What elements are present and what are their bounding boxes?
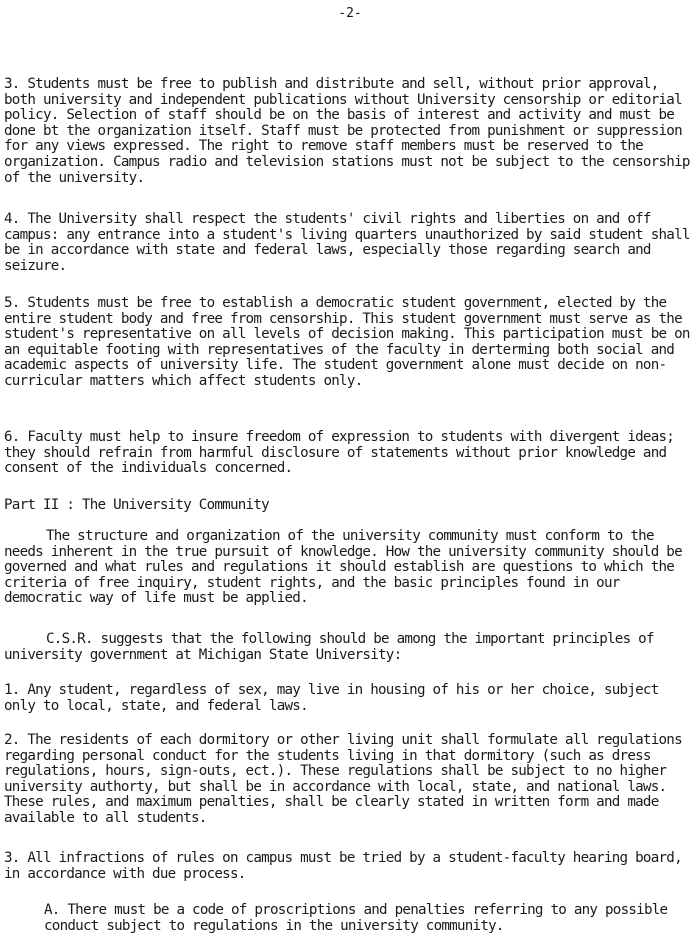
paragraph-5: 5. Students must be free to establish a democratic student government, elected by the entire student body and free from censorship. This student government must serve as the student's representative on all levels of decision making. This participation must be on an equitable footing with representatives of the faculty in derterming both social and academic aspects of university life. The student government alone must decide on non-curricular matters which affect students only. [4,295,690,389]
paragraph-6: 6. Faculty must help to insure freedom of expression to students with divergent ideas; they should refrain from harmful disclosure of statements without prior knowledge and consent of the individuals concerned. [4,429,675,477]
paragraph-3: 3. Students must be free to publish and distribute and sell, without prior approval, both university and independent publications without University censorship or editorial policy. Selection of staff should be on the basis of interest and activity and must be done bt the organization itself. Staff must be protected from punishment or suppression for any views expressed. The right to remove staff members must be reserved to the organization. Campus radio and television stations must not be subject to the censorship of the university. [4,76,690,186]
principle-2: 2. The residents of each dormitory or other living unit shall formulate all regulations regarding personal conduct for the students living in that dormitory (such as dress regulations, hours, sign-outs, ect.). These regulations shall be subject to no higher university authorty, but shall be in accordance with local, state, and national laws. These rules, and maximum penalties, shall be clearly stated in written form and made available to all students. [4,732,682,826]
principle-3a: A. There must be a code of proscriptions and penalties referring to any possible conduct subject to regulations in the university community. [44,902,668,934]
principle-1: 1. Any student, regardless of sex, may live in housing of his or her choice, subject only to local, state, and federal laws. [4,682,659,714]
csr-paragraph: C.S.R. suggests that the following should be among the important principles of university government at Michigan State University: [4,631,654,663]
principle-3: 3. All infractions of rules on campus must be tried by a student-faculty hearing board, in accordance with due process. [4,850,682,882]
part-2-heading: Part II : The University Community [4,497,269,513]
paragraph-4: 4. The University shall respect the students' civil rights and liberties on and off campus: any entrance into a student's living quarters unauthorized by said student shall be in accordance with state and federal laws, especially those regarding search and seizure. [4,211,690,274]
intro-paragraph: The structure and organization of the university community must conform to the needs inherent in the true pursuit of knowledge. How the university community should be governed and what rules and regulations it should establish are questions to which the criteria of free inquiry, student rights, and the basic principles found in our democratic way of life must be applied. [4,528,682,607]
page-number: -2- [338,6,362,21]
